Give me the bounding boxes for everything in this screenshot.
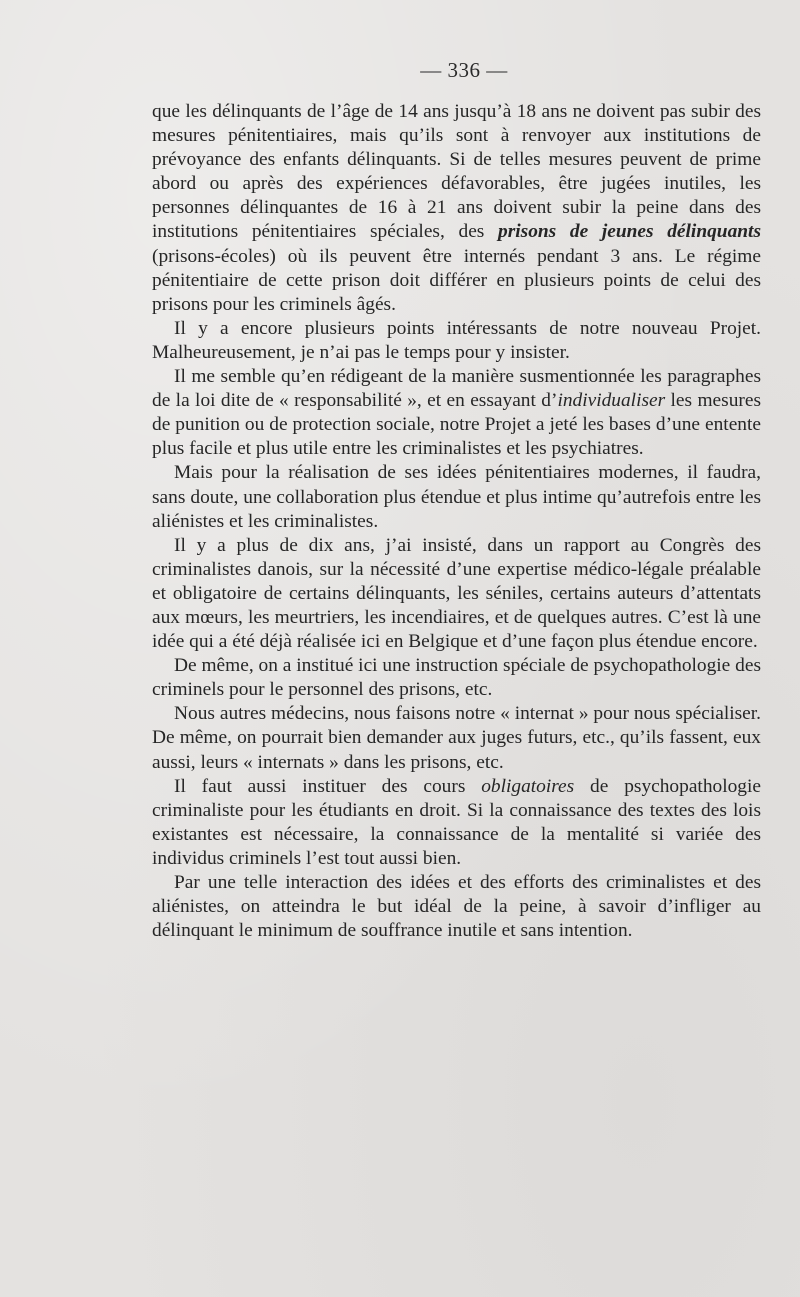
page-number: — 336 —: [420, 58, 508, 82]
paragraph-5: Il y a plus de dix ans, j’ai insisté, dans un rapport au Congrès des criminalistes danois, sur la nécessité d’une expertise médico-légale préalable et obligatoire de certains délinquants, les séniles, certains auteurs d’attentats aux mœurs, les meurtriers, les incendiaires, et de quelques autres. C’est là une idée qui a été déjà réalisée ici en Belgique et d’une façon plus étendue encore.: [152, 534, 761, 653]
paragraph-3-text-b: les mesures de punition ou de protection sociale, notre Projet a jeté les bases d’une entente plus facile et plus utile entre les criminalistes et les psychiatres.: [152, 390, 762, 460]
paragraph-3-emphasis: individualiser: [557, 390, 666, 412]
paragraph-1-text-b: (prisons-écoles) où ils peuvent être internés pendant 3 ans. Le régime pénitentiaire de cette prison doit différer en plusieurs points de celui des prisons pour les criminels âgés.: [152, 245, 761, 315]
paragraph-8-text-a: Il faut aussi instituer des cours: [174, 775, 482, 797]
paragraph-6: De même, on a institué ici une instruction spéciale de psychopathologie des criminels pour le personnel des prisons, etc.: [152, 655, 761, 701]
paragraph-3-text-a: Il me semble qu’en rédigeant de la manière susmentionnée les paragraphes de la loi dite de « responsabilité », et en essayant d’: [152, 366, 761, 412]
body-text: [152, 100, 761, 943]
paragraph-8-text-b: de psychopathologie criminaliste pour les étudiants en droit. Si la connaissance des textes des lois existantes est nécessaire, la connaissance de la mentalité si variée des individus criminels l’est tout aussi bien.: [152, 775, 761, 869]
paragraph-1: [152, 100, 761, 317]
paragraph-1-emphasis: prisons de jeunes délinquants: [498, 221, 761, 243]
paragraph-8-emphasis: obligatoires: [481, 775, 575, 797]
paragraph-7: Nous autres médecins, nous faisons notre « internat » pour nous spécialiser. De même, on pourrait bien demander aux juges futurs, etc., qu’ils fassent, eux aussi, leurs « internats » dans les prisons, etc.: [152, 703, 761, 773]
paragraph-8: [152, 775, 761, 871]
paragraph-1-text-a: que les délinquants de l’âge de 14 ans jusqu’à 18 ans ne doivent pas subir des mesures pénitentiaires, mais qu’ils sont à renvoyer aux institutions de prévoyance des enfants délinquants. Si de telles mesures peuvent de prime abord ou après des expériences défavorables, être jugées inutiles, les personnes délinquantes de 16 à 21 ans doivent subir la peine dans des institutions pénitentiaires spéciales, des: [152, 101, 761, 243]
paragraph-2: Il y a encore plusieurs points intéressants de notre nouveau Projet. Malheureusement, je n’ai pas le temps pour y insister.: [152, 317, 761, 363]
paragraph-4: Mais pour la réalisation de ses idées pénitentiaires modernes, il faudra, sans doute, une collaboration plus étendue et plus intime qu’autrefois entre les aliénistes et les criminalistes.: [152, 462, 761, 532]
paragraph-3: [152, 365, 761, 461]
paragraph-9: Par une telle interaction des idées et des efforts des criminalistes et des aliénistes, on atteindra le but idéal de la peine, à savoir d’infliger au délinquant le minimum de souffrance inutile et sans intention.: [152, 872, 761, 942]
